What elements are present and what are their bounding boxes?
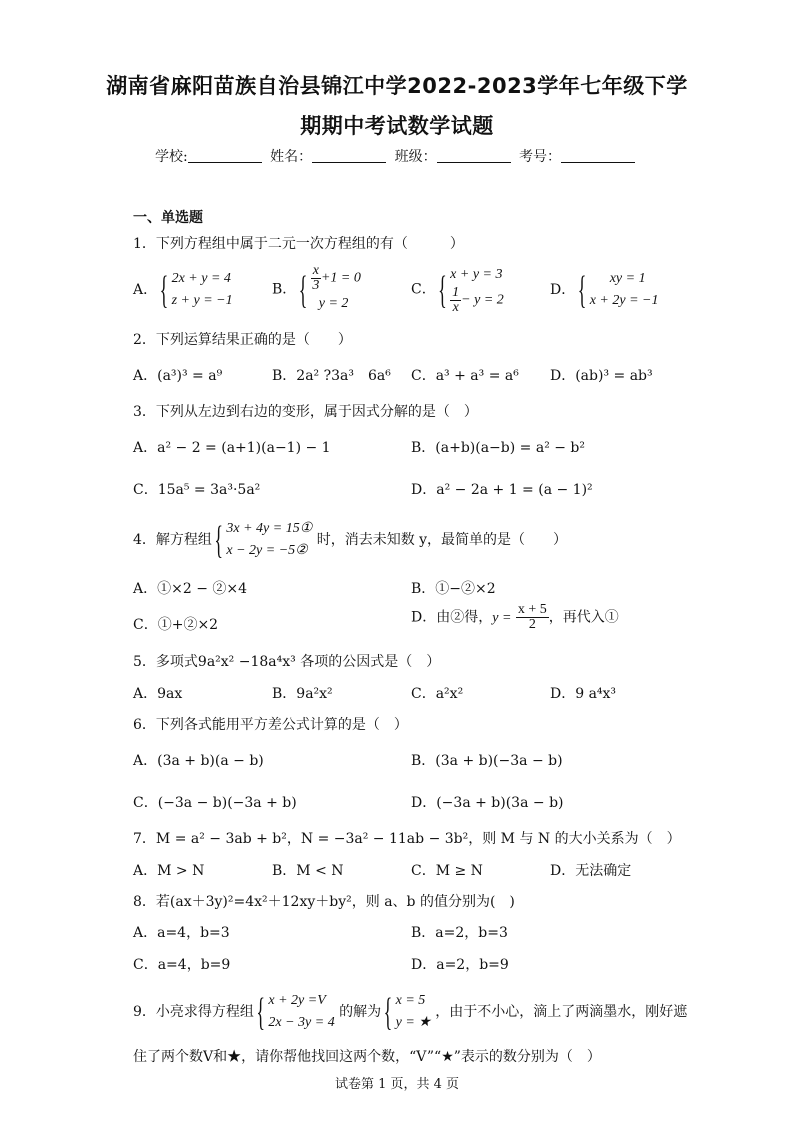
q6-option-a: A．(3a + b)(a − b) [133,753,264,769]
name-blank[interactable] [312,148,386,163]
q8-option-b: B．a=2，b=3 [411,925,508,941]
question-4-stem: 4．解方程组 { 3x + 4y = 15① x − 2y = −5② 时，消去未知数 y，最简单的是（ ） [133,518,567,562]
section-heading: 一、单选题 [133,210,203,226]
q3-option-c: C．15a⁵ = 3a³·5a² [133,482,261,498]
q4-option-b: B．①−②×2 [411,581,496,597]
student-info-row [0,146,794,166]
class-blank[interactable] [437,148,511,163]
title-line-1: 湖南省麻阳苗族自治县锦江中学2022-2023学年七年级下学 [106,74,688,98]
title-line-2: 期期中考试数学试题 [300,114,494,138]
q7-option-b: B．M < N [272,863,344,879]
q3-option-b: B．(a+b)(a−b) = a² − b² [411,440,586,456]
question-9-stem: 9．小亮求得方程组 { x + 2y =V 2x − 3y = 4 的解为 { x = 5 y = ★ ，由于不小心，滴上了两滴墨水，刚好遮 [133,990,687,1034]
q4-option-c: C．①+②×2 [133,617,219,633]
question-1-stem: 1．下列方程组中属于二元一次方程组的有（ ） [133,236,464,252]
q6-option-c: C．(−3a − b)(−3a + b) [133,795,297,811]
question-7-stem: 7．M = a² − 3ab + b²，N = −3a² − 11ab − 3b²，则 M 与 N 的大小关系为（ ） [133,831,681,847]
q2-option-d: D．(ab)³ = ab³ [550,368,653,384]
class-label: 班级： [394,149,437,165]
q8-option-a: A．a=4，b=3 [133,925,230,941]
school-label: 学校: [154,149,188,165]
number-label: 考号： [519,149,562,165]
question-9-line-2: 住了两个数V和★，请你帮他找回这两个数，“V”“★”表示的数分别为（ ） [133,1049,601,1065]
q5-option-c: C．a²x² [411,686,464,702]
q7-option-a: A．M > N [133,863,205,879]
question-3-stem: 3．下列从左边到右边的变形，属于因式分解的是（ ） [133,404,478,420]
q4-option-a: A．①×2 − ②×4 [133,581,248,597]
q2-option-c: C．a³ + a³ = a⁶ [411,368,519,384]
q7-option-c: C．M ≥ N [411,863,483,879]
page-footer: 试卷第 1 页，共 4 页 [334,1077,460,1092]
question-8-stem: 8．若(ax＋3y)²=4x²＋12xy＋by²，则 a、b 的值分别为( ) [133,894,515,910]
q5-option-b: B．9a²x² [272,686,333,702]
q1-option-d: D． { xy = 1 x + 2y = −1 [550,268,658,312]
q6-option-b: B．(3a + b)(−3a − b) [411,753,563,769]
q8-option-d: D．a=2，b=9 [411,957,509,973]
question-2-stem: 2．下列运算结果正确的是（ ） [133,332,352,348]
name-label: 姓名： [270,149,313,165]
q5-option-a: A．9ax [133,686,183,702]
q1-option-c: C． { x + y = 3 $\frac{1}{x}$ − y = 2 [411,264,504,315]
question-5-stem: 5．多项式9a²x² −18a⁴x³ 各项的公因式是（ ） [133,654,441,670]
number-blank[interactable] [561,148,635,163]
q1-option-b: B． { $\frac{x}{3}$ +1 = 0 y = 2 [272,264,361,315]
question-6-stem: 6．下列各式能用平方差公式计算的是（ ） [133,717,408,733]
q3-option-d: D．a² − 2a + 1 = (a − 1)² [411,482,593,498]
q5-option-d: D．9 a⁴x³ [550,686,617,702]
q8-option-c: C．a=4，b=9 [133,957,231,973]
q6-option-d: D．(−3a + b)(3a − b) [411,795,564,811]
q3-option-a: A．a² − 2 = (a+1)(a−1) − 1 [133,440,331,456]
q7-option-d: D．无法确定 [550,863,632,879]
q2-option-a: A．(a³)³ = a⁹ [133,368,223,384]
q2-option-b: B．2a² ?3a³ 6a⁶ [272,368,391,384]
q4-option-d: D．由②得，y = $\frac{x + 5}{2}$ ，再代入① [411,602,619,632]
school-blank[interactable] [188,148,262,163]
q1-option-a: A． { 2x + y = 4 z + y = −1 [133,268,233,312]
